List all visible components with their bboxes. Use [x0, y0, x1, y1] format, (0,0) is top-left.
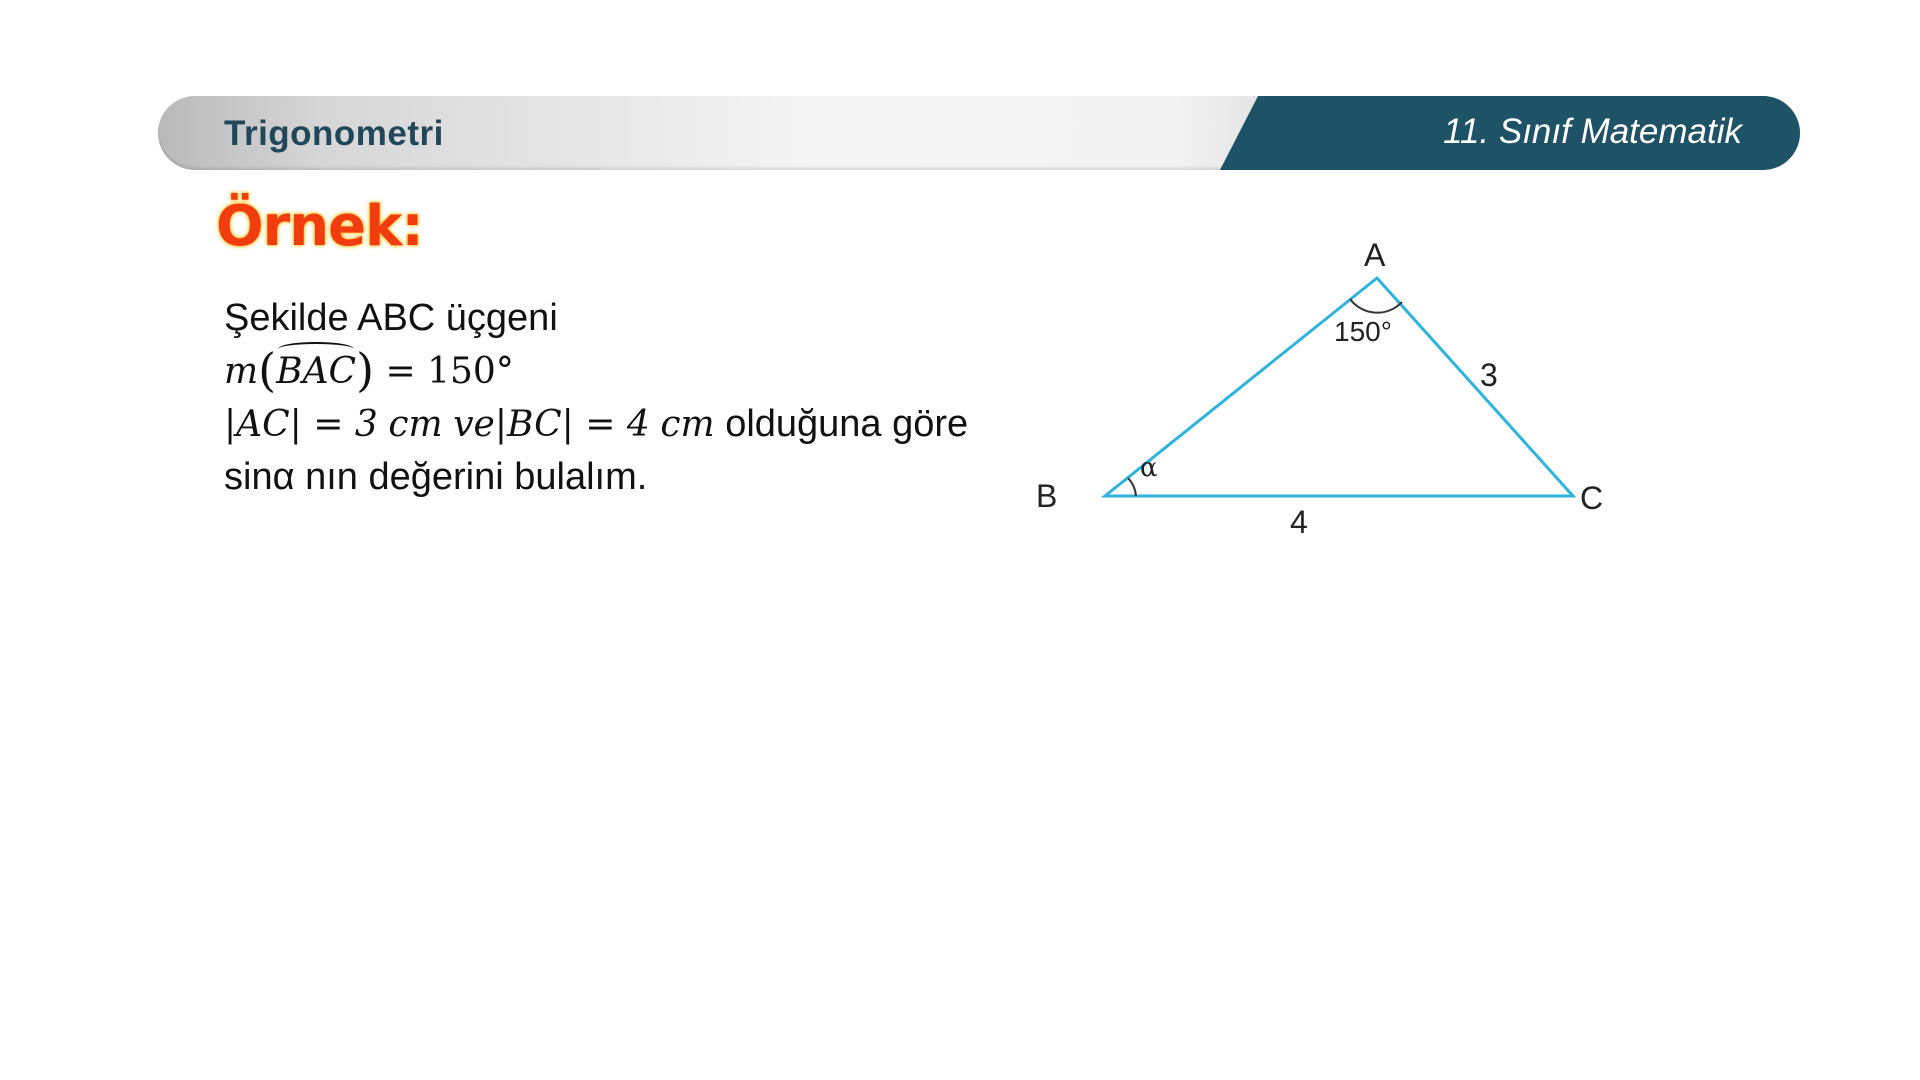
- subject-title: Trigonometri: [224, 114, 444, 153]
- vertex-a-label: A: [1364, 237, 1386, 273]
- vertex-b-label: B: [1036, 478, 1058, 514]
- problem-line-1: Şekilde ABC üçgeni: [224, 297, 558, 339]
- angle-measure-symbol: m: [224, 351, 259, 392]
- header-bar: [158, 96, 1800, 170]
- angle-name: BAC: [276, 351, 357, 392]
- problem-line-4: sinα nın değerini bulalım.: [224, 456, 648, 498]
- right-paren: ): [356, 343, 375, 397]
- angle-b-arc: [1128, 478, 1136, 496]
- side-bc-label: 4: [1290, 504, 1308, 540]
- angle-a-label: 150°: [1334, 316, 1392, 347]
- angle-value: = 150°: [385, 351, 514, 392]
- vertex-c-label: C: [1580, 480, 1604, 516]
- word-ve: ve: [453, 404, 495, 445]
- triangle-diagram: [1020, 230, 1620, 550]
- left-paren: (: [258, 343, 277, 397]
- problem-line-angle: [224, 344, 1024, 398]
- side-ac-expression: |AC| = 3: [224, 404, 378, 445]
- angle-bac: [276, 346, 356, 398]
- angle-a-arc: [1350, 299, 1402, 313]
- unit-cm-ac: cm: [388, 404, 443, 445]
- problem-text: [224, 292, 1024, 503]
- angle-arc-mark: [278, 342, 354, 356]
- grade-label: 11. Sınıf Matematik: [1443, 112, 1742, 151]
- line3-tail: olduğuna göre: [725, 403, 969, 445]
- triangle-abc: [1105, 278, 1573, 496]
- example-heading: Örnek:: [216, 194, 423, 259]
- side-bc-expression: |BC| = 4: [494, 404, 650, 445]
- problem-line-sides: [224, 398, 1024, 451]
- unit-cm-bc: cm: [660, 404, 715, 445]
- side-ac-label: 3: [1480, 357, 1498, 393]
- angle-b-label: α: [1140, 453, 1158, 483]
